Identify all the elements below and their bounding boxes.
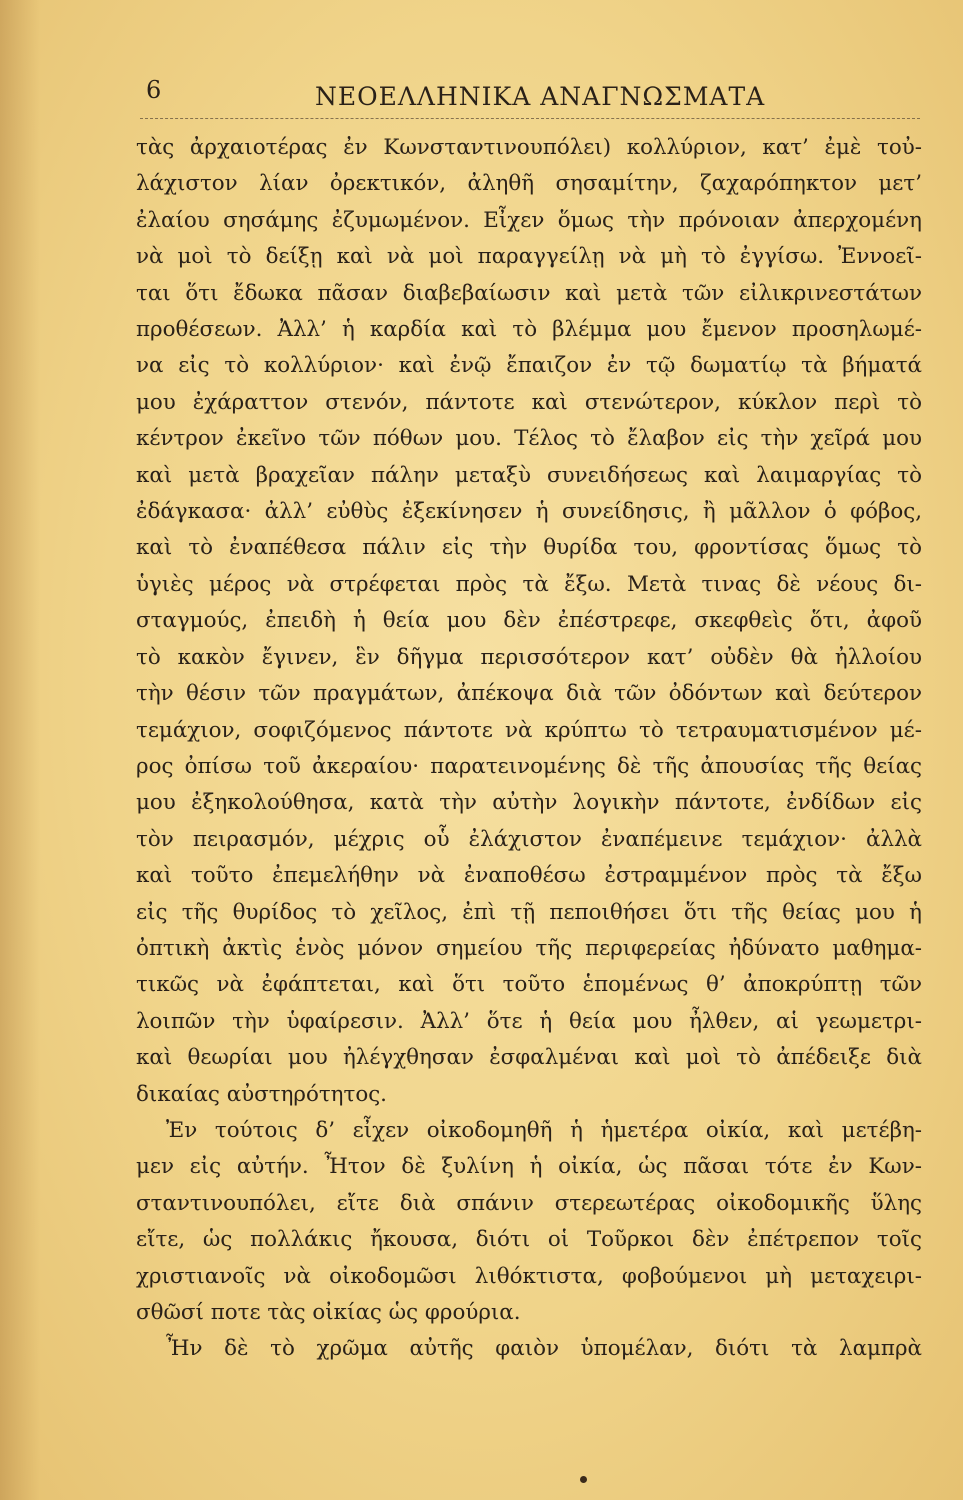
text-line: χριστιανοῖς νὰ οἰκοδομῶσι λιθόκτιστα, φοβούμενοι μὴ μεταχειρι- [136,1263,922,1289]
page-header [140,74,920,114]
text-line: ἐλαίου σησάμης ἐζυμωμένον. Εἶχεν ὅμως τὴν πρόνοιαν ἀπερχομένη [136,207,922,233]
text-line-paragraph-start: Ἦν δὲ τὸ χρῶμα αὐτῆς φαιὸν ὑπομέλαν, διότι τὰ λαμπρὰ [166,1336,922,1362]
text-line: νὰ μοὶ τὸ δείξῃ καὶ νὰ μοὶ παραγγείλῃ νὰ μὴ τὸ ἐγγίσω. Ἐννοεῖ- [136,244,922,270]
text-line: τὸ κακὸν ἔγινεν, ἓν δῆγμα περισσότερον κατ’ οὐδὲν θὰ ἠλλοίου [136,644,922,670]
text-line: λοιπῶν τὴν ὑφαίρεσιν. Ἀλλ’ ὅτε ἡ θεία μου ἦλθεν, αἱ γεωμετρι- [136,1008,922,1034]
running-title: ΝΕΟΕΛΛΗΝΙΚΑ ΑΝΑΓΝΩΣΜΑΤΑ [315,82,766,111]
text-line: κέντρον ἐκεῖνο τῶν πόθων μου. Τέλος τὸ ἔλαβον εἰς τὴν χεῖρά μου [136,426,922,452]
body-text [136,130,922,1368]
binding-shadow [0,0,40,1500]
ink-speck [580,1476,587,1483]
text-line: ρος ὀπίσω τοῦ ἀκεραίου· παρατεινομένης δὲ τῆς ἀπουσίας τῆς θείας [136,753,922,779]
text-line: σταντινουπόλει, εἴτε διὰ σπάνιν στερεωτέρας οἰκοδομικῆς ὕλης [136,1190,922,1216]
text-line: τὸν πειρασμόν, μέχρις οὗ ἐλάχιστον ἐναπέμεινε τεμάχιον· ἀλλὰ [136,826,922,852]
text-line: εἴτε, ὡς πολλάκις ἤκουσα, διότι οἱ Τοῦρκοι δὲν ἐπέτρεπον τοῖς [136,1227,922,1253]
text-line: ἐδάγκασα· ἀλλ’ εὐθὺς ἐξεκίνησεν ἡ συνείδησις, ἢ μᾶλλον ὁ φόβος, [136,499,922,525]
text-line: μου ἐχάραττον στενόν, πάντοτε καὶ στενώτερον, κύκλον περὶ τὸ [136,389,922,415]
text-line: τικῶς νὰ ἐφάπτεται, καὶ ὅτι τοῦτο ἑπομένως θ’ ἀποκρύπτῃ τῶν [136,972,922,998]
text-line-paragraph-start: Ἐν τούτοις δ’ εἶχεν οἰκοδομηθῆ ἡ ἡμετέρα οἰκία, καὶ μετέβη- [166,1117,922,1143]
text-line: μου ἐξηκολούθησα, κατὰ τὴν αὐτὴν λογικὴν πάντοτε, ἐνδίδων εἰς [136,790,922,816]
text-line: προθέσεων. Ἀλλ’ ἡ καρδία καὶ τὸ βλέμμα μου ἔμενον προσηλωμέ- [136,317,922,343]
text-line: καὶ τὸ ἐναπέθεσα πάλιν εἰς τὴν θυρίδα του, φροντίσας ὅμως τὸ [136,535,922,561]
text-line: ὑγιὲς μέρος νὰ στρέφεται πρὸς τὰ ἔξω. Μετὰ τινας δὲ νέους δι- [136,571,922,597]
text-line: καὶ τοῦτο ἐπεμελήθην νὰ ἐναποθέσω ἐστραμμένον πρὸς τὰ ἔξω [136,863,922,889]
text-line: σταγμούς, ἐπειδὴ ἡ θεία μου δὲν ἐπέστρεφε, σκεφθεὶς ὅτι, ἀφοῦ [136,608,922,634]
text-line: ὀπτικὴ ἀκτὶς ἑνὸς μόνον σημείου τῆς περιφερείας ἠδύνατο μαθημα- [136,935,922,961]
text-line-paragraph-end: σθῶσί ποτε τὰς οἰκίας ὡς φρούρια. [136,1300,521,1325]
text-line: τεμάχιον, σοφιζόμενος πάντοτε νὰ κρύπτω τὸ τετραυματισμένον μέ- [136,717,922,743]
text-line: καὶ θεωρίαι μου ἠλέγχθησαν ἐσφαλμέναι καὶ μοὶ τὸ ἀπέδειξε διὰ [136,1045,922,1071]
text-line-paragraph-end: δικαίας αὐστηρότητος. [136,1081,387,1107]
text-line: να εἰς τὸ κολλύριον· καὶ ἐνῷ ἔπαιζον ἐν τῷ δωματίῳ τὰ βήματά [136,353,922,379]
text-line: καὶ μετὰ βραχεῖαν πάλην μεταξὺ συνειδήσεως καὶ λαιμαργίας τὸ [136,462,922,488]
text-line: τὰς ἀρχαιοτέρας ἐν Κωνσταντινουπόλει) κολλύριον, κατ’ ἐμὲ τοὐ- [136,135,922,160]
text-line: λάχιστον λίαν ὀρεκτικόν, ἀληθῆ σησαμίτην, ζαχαρόπηκτον μετ’ [136,171,922,197]
header-rule [140,118,920,119]
text-line: ται ὅτι ἔδωκα πᾶσαν διαβεβαίωσιν καὶ μετὰ τῶν εἰλικρινεστάτων [136,280,922,306]
page-number: 6 [146,76,162,104]
text-line: μεν εἰς αὐτήν. Ἦτον δὲ ξυλίνη ἡ οἰκία, ὡς πᾶσαι τότε ἐν Κων- [136,1154,922,1180]
text-line: εἰς τῆς θυρίδος τὸ χεῖλος, ἐπὶ τῇ πεποιθήσει ὅτι τῆς θείας μου ἡ [136,899,922,925]
text-line: τὴν θέσιν τῶν πραγμάτων, ἀπέκοψα διὰ τῶν ὀδόντων καὶ δεύτερον [136,681,922,707]
